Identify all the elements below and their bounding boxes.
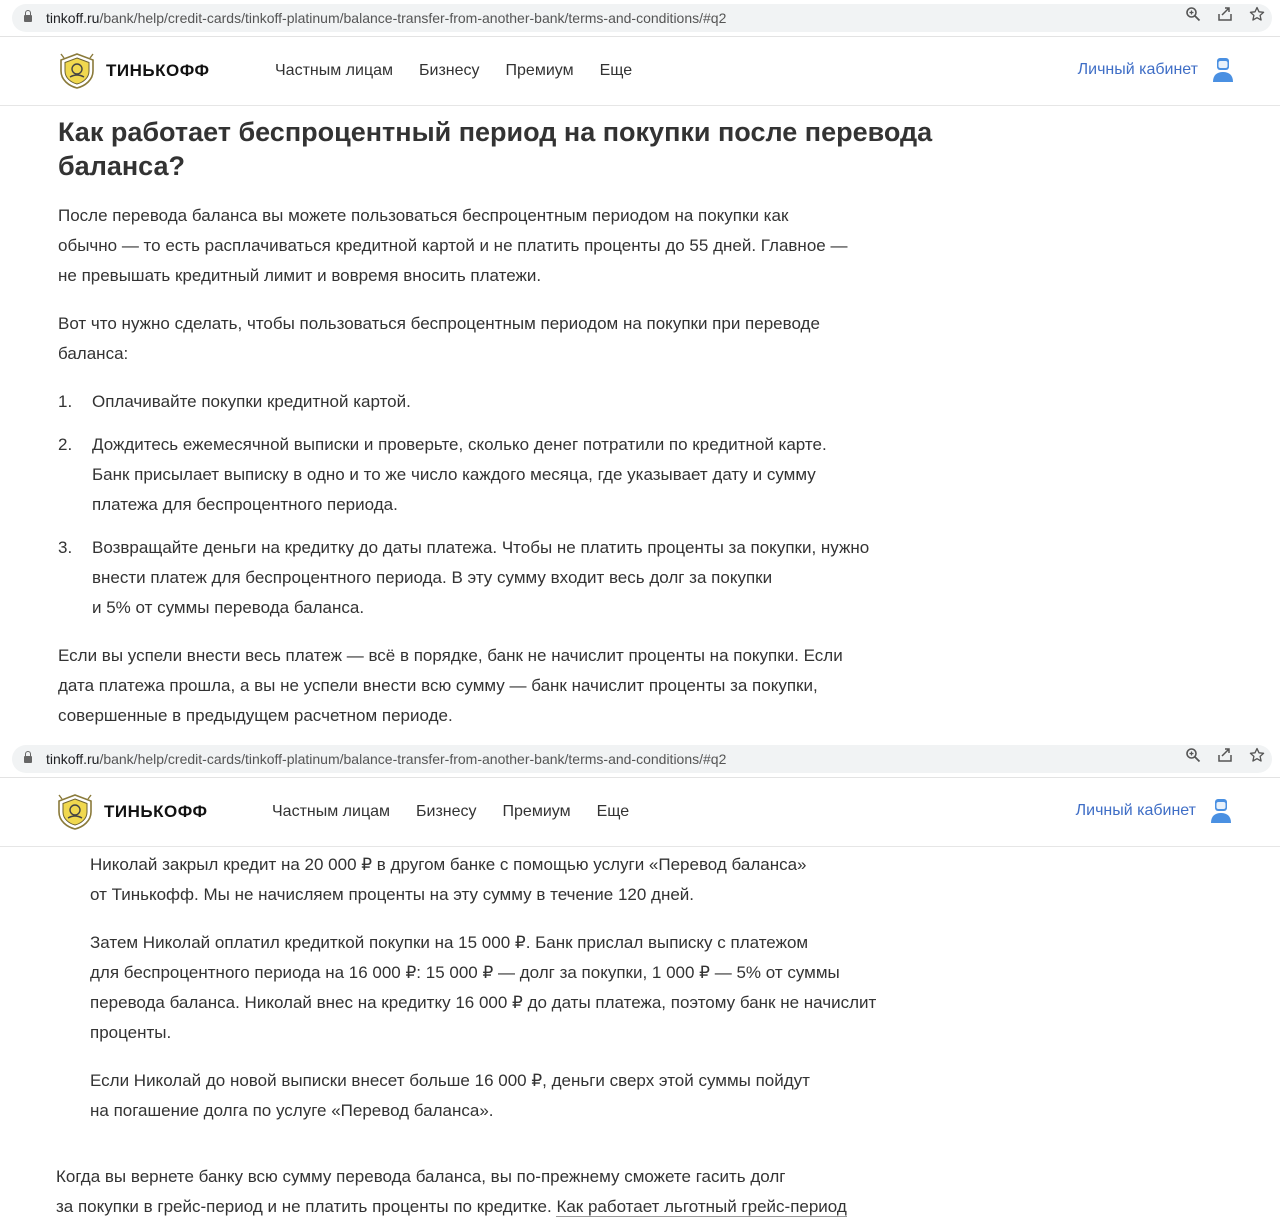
personal-cabinet-link[interactable]: [1078, 57, 1234, 83]
url-text[interactable]: [46, 10, 726, 26]
closing-text: за покупки в грейс-период и не платить проценты по кредитке.: [56, 1197, 557, 1216]
outcome-line: совершенные в предыдущем расчетном периоде.: [58, 706, 453, 725]
address-pill[interactable]: [12, 745, 1272, 773]
share-icon[interactable]: [1216, 5, 1234, 23]
step-item: [58, 533, 948, 623]
main-nav: [272, 803, 629, 821]
example-block: [90, 850, 980, 1126]
steps-intro-line: баланса:: [58, 344, 129, 363]
outcome-paragraph: [58, 641, 948, 731]
url-path: /bank/help/credit-cards/tinkoff-platinum/balance-transfer-from-another-bank/terms-and-conditions/#q2: [99, 10, 727, 26]
article-title: Как работает беспроцентный период на покупки после перевода баланса?: [58, 117, 933, 181]
browser-tools: [1184, 5, 1266, 23]
nav-item-business[interactable]: Бизнесу: [416, 803, 477, 820]
url-path: /bank/help/credit-cards/tinkoff-platinum/balance-transfer-from-another-bank/terms-and-conditions/#q2: [99, 751, 727, 767]
nav-item-more[interactable]: Еще: [596, 803, 630, 820]
example-line: Затем Николай оплатил кредиткой покупки на 15 000 ₽. Банк прислал выписку с платежом: [90, 933, 809, 952]
nav-item-private[interactable]: Частным лицам: [272, 803, 391, 820]
url-text[interactable]: [46, 751, 726, 767]
closing-line: [56, 1192, 946, 1222]
step-item: [58, 387, 948, 417]
example-line: на погашение долга по услуге «Перевод баланса».: [90, 1101, 494, 1120]
example-paragraph: [90, 850, 980, 910]
example-line: для беспроцентного периода на 16 000 ₽: 15 000 ₽ — долг за покупки, 1 000 ₽ — 5% от суммы: [90, 963, 840, 982]
tinkoff-logo[interactable]: [56, 794, 208, 830]
user-icon: [1212, 57, 1234, 83]
example-paragraph: [90, 1066, 980, 1126]
nav-item-premium[interactable]: Премиум: [502, 803, 571, 820]
personal-cabinet-link[interactable]: [1076, 798, 1232, 824]
personal-cabinet-label: Личный кабинет: [1075, 802, 1196, 819]
tinkoff-emblem-icon: [58, 53, 96, 89]
step-number: 3.: [58, 538, 73, 557]
outcome-line: Если вы успели внести весь платеж — всё в порядке, банк не начислит проценты на покупки. Если: [58, 646, 843, 665]
star-icon[interactable]: [1248, 746, 1266, 764]
example-line: Если Николай до новой выписки внесет больше 16 000 ₽, деньги сверх этой суммы пойдут: [90, 1071, 810, 1090]
zoom-icon[interactable]: [1184, 5, 1202, 23]
article-body: [58, 115, 948, 731]
step-text: Возвращайте деньги на кредитку до даты платежа. Чтобы не платить проценты за покупки, нужно: [92, 538, 870, 557]
browser-window-bottom: [0, 741, 1280, 1224]
address-pill[interactable]: [12, 4, 1272, 32]
step-text: Банк присылает выписку в одно и то же число каждого месяца, где указывает дату и сумму: [92, 465, 816, 484]
nav-item-private[interactable]: Частным лицам: [275, 62, 394, 79]
brand-wordmark: ТИНЬКОФФ: [104, 802, 208, 821]
closing-paragraph: [56, 1162, 946, 1222]
nav-item-premium[interactable]: Премиум: [505, 62, 574, 79]
step-text: Оплачивайте покупки кредитной картой.: [92, 392, 411, 411]
closing-line: Когда вы вернете банку всю сумму перевода баланса, вы по-прежнему сможете гасить долг: [56, 1167, 786, 1186]
address-bar[interactable]: [0, 0, 1280, 37]
brand-wordmark: ТИНЬКОФФ: [106, 61, 210, 80]
main-nav: [275, 62, 632, 80]
grace-period-link[interactable]: Как работает льготный грейс-период: [556, 1197, 847, 1216]
intro-paragraph: [58, 201, 948, 291]
steps-intro-line: Вот что нужно сделать, чтобы пользоваться беспроцентным периодом на покупки при переводе: [58, 314, 820, 333]
example-line: перевода баланса. Николай внес на кредитку 16 000 ₽ до даты платежа, поэтому банк не начислит: [90, 993, 877, 1012]
step-text: внести платеж для беспроцентного периода. В эту сумму входит весь долг за покупки: [92, 568, 773, 587]
steps-list: [58, 387, 948, 623]
step-number: 2.: [58, 435, 73, 454]
site-header: [0, 778, 1280, 847]
example-line: от Тинькофф. Мы не начисляем проценты на эту сумму в течение 120 дней.: [90, 885, 695, 904]
intro-line: После перевода баланса вы можете пользоваться беспроцентным периодом на покупки как: [58, 206, 789, 225]
lock-icon[interactable]: [24, 13, 32, 23]
url-domain: tinkoff.ru: [46, 751, 100, 767]
step-text: платежа для беспроцентного периода.: [92, 495, 398, 514]
personal-cabinet-label: Личный кабинет: [1077, 61, 1198, 78]
example-line: проценты.: [90, 1023, 172, 1042]
site-header: [0, 37, 1280, 106]
address-bar[interactable]: [0, 741, 1280, 778]
nav-item-more[interactable]: Еще: [599, 62, 633, 79]
step-text: Дождитесь ежемесячной выписки и проверьте, сколько денег потратили по кредитной карте.: [92, 435, 827, 454]
star-icon[interactable]: [1248, 5, 1266, 23]
example-paragraph: [90, 928, 980, 1048]
step-text: и 5% от суммы перевода баланса.: [92, 598, 365, 617]
outcome-line: дата платежа прошла, а вы не успели внести всю сумму — банк начислит проценты за покупки,: [58, 676, 818, 695]
example-line: Николай закрыл кредит на 20 000 ₽ в другом банке с помощью услуги «Перевод баланса»: [90, 855, 807, 874]
steps-intro: [58, 309, 948, 369]
zoom-icon[interactable]: [1184, 746, 1202, 764]
tinkoff-logo[interactable]: [58, 53, 210, 89]
tinkoff-emblem-icon: [56, 794, 94, 830]
intro-line: не превышать кредитный лимит и вовремя вносить платежи.: [58, 266, 542, 285]
lock-icon[interactable]: [24, 754, 32, 764]
user-icon: [1210, 798, 1232, 824]
browser-tools: [1184, 746, 1266, 764]
step-number: 1.: [58, 392, 73, 411]
share-icon[interactable]: [1216, 746, 1234, 764]
intro-line: обычно — то есть расплачиваться кредитной картой и не платить проценты до 55 дней. Главное —: [58, 236, 848, 255]
nav-item-business[interactable]: Бизнесу: [419, 62, 480, 79]
step-item: [58, 430, 948, 520]
url-domain: tinkoff.ru: [46, 10, 100, 26]
